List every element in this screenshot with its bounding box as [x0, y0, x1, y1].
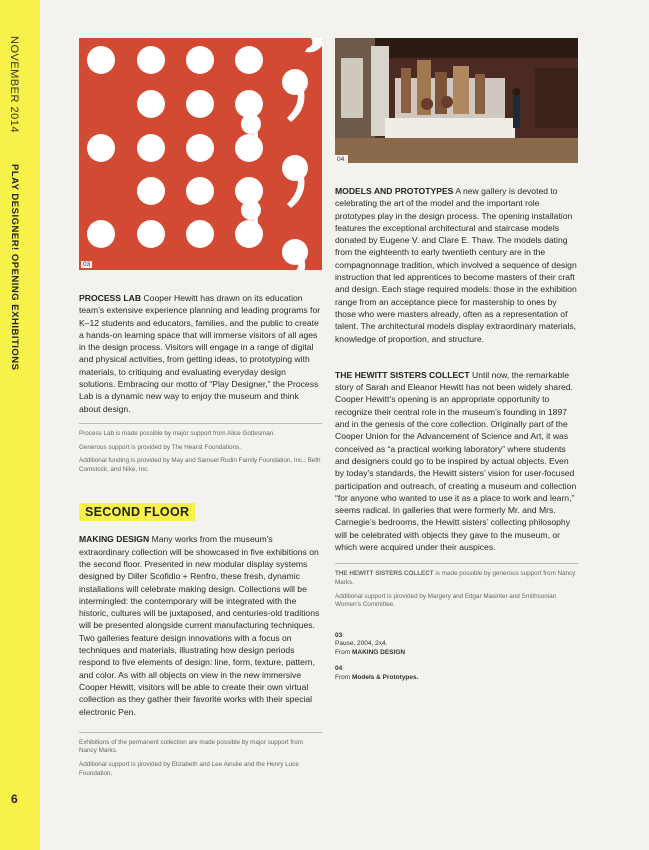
gallery-interior-illustration	[335, 38, 578, 163]
credit-line: Additional support is provided by Margery and Edgar Masinter and Smithsonian Women’s Committee.	[335, 592, 557, 609]
sidebar	[0, 0, 40, 850]
credit-line: Exhibitions of the permanent collection are made possible by major support from Nancy Marks.	[79, 738, 304, 755]
process-lab-body: Cooper Hewitt has drawn on its education team’s extensive experience planning and leading programs for K–12 students and educators, families, and the public to create a hands-on learning space that will immerse visitors of all ages in the design process. Visitors will engage in a range of digital and physical activities, from getting ideas, to prototyping with materials, to critiquing and evaluating everyday design solutions. Embracing our motto of “Play Designer,” the Process Lab is a dynamic new way to enjoy the museum and think about design.	[79, 293, 321, 414]
hewitt-sisters-credits	[335, 563, 578, 609]
credit-line: Generous support is provided by The Hearst Foundations.	[79, 443, 241, 451]
page-number: 6	[11, 792, 18, 806]
dots-and-commas-pattern	[79, 38, 322, 270]
caption-03-number: 03	[335, 631, 343, 639]
figure-label-04: 04	[335, 155, 348, 163]
second-floor-heading: SECOND FLOOR	[79, 503, 195, 521]
caption-03-title: Pause, 2004, 2x4.	[335, 640, 388, 648]
process-lab-paragraph	[79, 292, 322, 415]
credit-line: Additional funding is provided by May and Samuel Rudin Family Foundation, Inc., Beth Comstock, and Nike, Inc.	[79, 457, 321, 473]
figure-03-pattern-image	[79, 38, 322, 270]
hewitt-sisters-heading: THE HEWITT SISTERS COLLECT	[335, 369, 470, 380]
making-design-paragraph	[79, 533, 322, 717]
hewitt-sisters-body: Until now, the remarkable story of Sarah and Eleanor Hewitt has not been widely shared. Cooper Hewitt’s opening is an appropriate opportunity to recognize their central role in the museum’s founding in 1897 and in the genesis of the core collection. Originally part of the Cooper Union for the Advancement of Science and Art, it was conceived as “a practical working laboratory” where students and designers could go to be inspired by actual objects. Even by today’s standards, the Hewitt sisters’ vision for user-focused participation and outreach, of creating a museum and collection “for anyone who wanted to use it as a place to work and learn,” seems radical. In galleries that were formerly Mr. and Mrs. Carnegie’s bedrooms, the Hewitt sisters’ collecting philosophy will be celebrated with objects they gave to the museum, or which were acquired under their auspices.	[335, 369, 577, 553]
process-lab-heading: PROCESS LAB	[79, 293, 142, 303]
caption-04-number: 04	[335, 665, 343, 673]
right-column	[335, 38, 578, 683]
caption-04-from: From	[335, 674, 352, 682]
credit-line	[335, 570, 578, 587]
section-title: PLAY DESIGNER! OPENING EXHIBITIONS	[9, 164, 20, 371]
models-prototypes-paragraph	[335, 185, 578, 345]
caption-04-source: Models & Prototypes.	[351, 674, 419, 682]
credit-line: Additional support is provided by Elizabeth and Lee Ainslie and the Henry Luce Foundation.	[79, 760, 299, 777]
making-design-body: Many works from the museum’s extraordinary collection will be showcased in five exhibitions on the second floor. Presented in new modular display systems designed by Diller Scofidio + Renfro, these fresh, dynamic installations will celebrate making design. Collections will be intermingled: the contemporary will be integrated with the historic, cultures will be juxtaposed, and centuries-old traditions will be presented alongside current manufacturing techniques. Two galleries feature design innovations with a focus on techniques and materials, illustrating how design periods respond to five elements of design: line, form, texture, pattern, and color. As with all objects on view in the new immersive Cooper Hewitt, visitors will be able to create their own virtual collection as they gather their favorite works with their special electronic Pen.	[79, 534, 320, 717]
caption-04-source-line	[335, 674, 578, 683]
credit-line: Process Lab is made possible by major support from Alice Gottesman.	[79, 429, 275, 437]
caption-03-from: From	[335, 648, 352, 656]
credit-lead: THE HEWITT SISTERS COLLECT	[335, 570, 434, 578]
figure-04-gallery-photo	[335, 38, 578, 163]
image-captions	[335, 632, 578, 683]
process-lab-credits	[79, 423, 322, 474]
hewitt-sisters-paragraph	[335, 369, 578, 553]
models-prototypes-body: A new gallery is devoted to celebrating the art of the model and the important role prototypes play in the design process. The opening installation features the exceptional architectural and staircase models donated by Eugene V. and Clare E. Thaw. The models dating from the eighteenth to early twentieth century are in the compagnonnage tradition, which involved a sequence of design instruction that led apprentices to become masters of their craft and design. Each stage required models: those in the exhibition range from an acceptance piece for mastership to ones by those who were masters already, often as a representation of talent. The architectural models display extraordinary materials, knowledge of proportion, and structure.	[335, 186, 577, 344]
caption-03-source-line	[335, 649, 578, 658]
issue-date: NOVEMBER 2014	[8, 36, 20, 133]
caption-03-source: MAKING DESIGN	[351, 648, 406, 656]
making-design-credits	[79, 732, 322, 778]
credit-rest: is made possible by generous support from Nancy Marks.	[335, 570, 576, 586]
left-column	[79, 38, 322, 783]
making-design-heading: MAKING DESIGN	[79, 534, 150, 545]
figure-label-03: 03	[83, 261, 91, 268]
models-prototypes-heading: MODELS AND PROTOTYPES	[335, 186, 454, 196]
